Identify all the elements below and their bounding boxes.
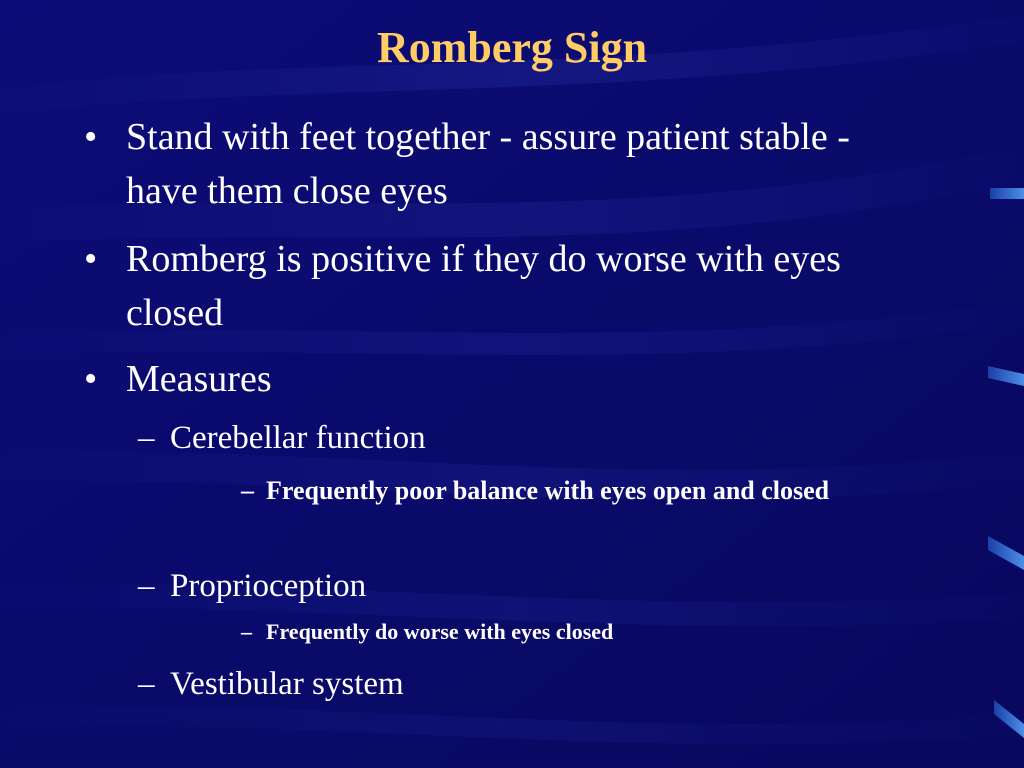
list-item: [138, 664, 898, 704]
item-text: Romberg is positive if they do worse with eyes closed: [126, 238, 841, 334]
item-text: Frequently poor balance with eyes open and closed: [266, 476, 830, 505]
item-text: Cerebellar function: [170, 420, 426, 456]
dash-marker: –: [241, 476, 254, 505]
item-text: Measures: [126, 358, 272, 400]
list-item: [241, 472, 941, 510]
list-item: [138, 418, 898, 458]
bullet-marker: •: [84, 116, 98, 158]
item-text: Frequently do worse with eyes closed: [266, 619, 614, 644]
bullet-marker: •: [84, 238, 98, 280]
slide-title: Romberg Sign: [376, 23, 648, 72]
item-text: Vestibular system: [170, 666, 404, 702]
list-item: [84, 110, 914, 218]
item-text: Stand with feet together - assure patient stable - have them close eyes: [126, 116, 850, 212]
list-item: [84, 352, 914, 406]
item-text: Proprioception: [170, 568, 367, 604]
dash-marker: –: [241, 619, 252, 644]
list-item: [138, 566, 898, 606]
list-item: [84, 232, 914, 340]
bullet-marker: •: [84, 358, 98, 400]
dash-marker: –: [138, 666, 155, 702]
dash-marker: –: [138, 420, 155, 456]
list-item: [241, 617, 941, 647]
dash-marker: –: [138, 568, 155, 604]
